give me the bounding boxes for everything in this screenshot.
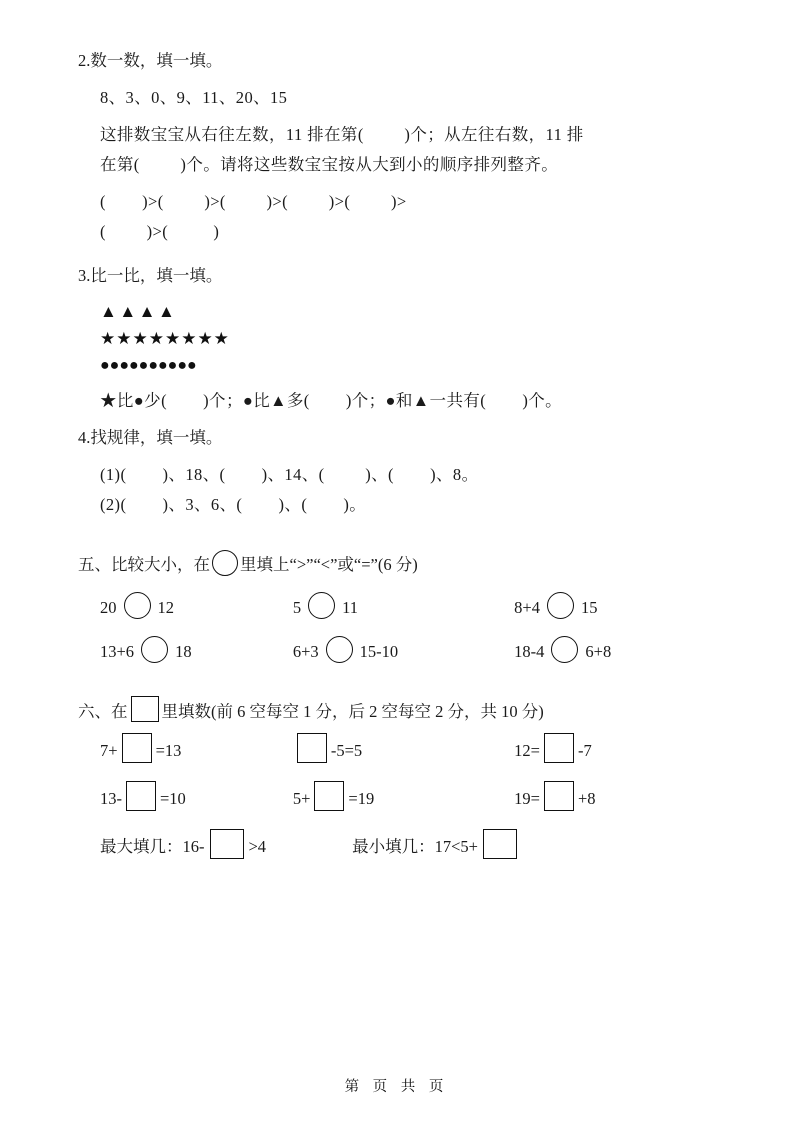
exercise-2-number: 2. xyxy=(78,51,91,70)
exercise-3-title: 比一比，填一填。 xyxy=(90,266,223,285)
section-5-heading-pre: 五、比较大小，在 xyxy=(78,555,210,574)
answer-box-icon[interactable] xyxy=(122,733,152,763)
compare-item[interactable] xyxy=(514,586,729,630)
exercise-4-heading xyxy=(78,423,729,453)
fill-post: =19 xyxy=(348,789,375,808)
compare-right: 15-10 xyxy=(359,642,399,661)
fill-box-item[interactable] xyxy=(78,775,293,823)
fill-box-item[interactable] xyxy=(78,727,293,775)
exercise-3-question[interactable]: ★比●少( )个；●比▲多( )个；●和▲一共有( )个。 xyxy=(100,391,563,410)
answer-circle-icon[interactable] xyxy=(124,592,151,619)
answer-circle-icon[interactable] xyxy=(326,636,353,663)
compare-row xyxy=(78,630,729,674)
triangle-row: ▲▲▲▲ xyxy=(100,302,178,321)
exercise-4-item-2[interactable]: (2)( )、3、6、( )、( )。 xyxy=(100,495,367,514)
answer-box-icon[interactable] xyxy=(126,781,156,811)
compare-item[interactable] xyxy=(78,630,293,674)
answer-box-icon[interactable] xyxy=(210,829,244,859)
answer-box-icon[interactable] xyxy=(297,733,327,763)
exercise-2-title: 数一数，填一填。 xyxy=(90,51,223,70)
fill-box-item[interactable] xyxy=(293,727,514,775)
section-6 xyxy=(78,696,729,871)
compare-right: 12 xyxy=(157,598,174,617)
section-6-rows xyxy=(78,727,729,823)
compare-left: 8+4 xyxy=(514,598,540,617)
compare-right: 18 xyxy=(175,642,192,661)
section-5-heading-post: 里填上“>”“<”或“=”(6 分) xyxy=(240,555,418,574)
fill-post: +8 xyxy=(577,789,596,808)
compare-item[interactable] xyxy=(293,630,514,674)
compare-left: 13+6 xyxy=(100,642,135,661)
exercise-4-title: 找规律，填一填。 xyxy=(90,428,223,447)
exercise-4-number: 4. xyxy=(78,428,91,447)
fill-pre: 12= xyxy=(514,741,540,760)
answer-circle-icon[interactable] xyxy=(551,636,578,663)
fill-post: -7 xyxy=(577,741,592,760)
answer-circle-icon[interactable] xyxy=(547,592,574,619)
exercise-4-item-1[interactable]: (1)( )、18、( )、14、( )、( )、8。 xyxy=(100,465,479,484)
fill-box-row xyxy=(78,727,729,775)
answer-box-icon[interactable] xyxy=(544,781,574,811)
page-footer: 第 页 共 页 xyxy=(344,1079,449,1095)
answer-box-icon[interactable] xyxy=(483,829,517,859)
compare-left: 6+3 xyxy=(292,642,319,661)
compare-right: 15 xyxy=(580,598,598,617)
section-6-heading-pre: 六、在 xyxy=(78,702,128,721)
answer-box-icon[interactable] xyxy=(314,781,344,811)
exercise-3 xyxy=(78,261,729,416)
exercise-2-answer-line-1[interactable]: ( )>( )>( )>( )>( )> xyxy=(100,192,407,211)
compare-right: 6+8 xyxy=(585,642,612,661)
fill-post: =10 xyxy=(160,789,186,808)
fill-pre: 19= xyxy=(514,789,540,808)
answer-circle-icon[interactable] xyxy=(141,636,168,663)
section-6-extra xyxy=(78,823,729,871)
circle-placeholder-icon xyxy=(212,550,238,576)
exercise-2-heading xyxy=(78,46,729,76)
compare-left: 5 xyxy=(292,598,302,617)
compare-item[interactable] xyxy=(78,586,293,630)
fill-post: -5=5 xyxy=(330,741,363,760)
compare-item[interactable] xyxy=(293,586,514,630)
section-6-heading-post: 里填数(前 6 空每空 1 分，后 2 空每空 2 分，共 10 分) xyxy=(161,702,544,721)
compare-left: 18-4 xyxy=(514,642,545,661)
section-5-heading xyxy=(78,550,729,580)
exercise-3-number: 3. xyxy=(78,266,91,285)
fill-pre: 7+ xyxy=(100,741,118,760)
fill-box-item[interactable] xyxy=(293,775,514,823)
section-5-rows xyxy=(78,586,729,674)
fill-box-item[interactable] xyxy=(514,775,729,823)
star-row: ★★★★★★★★ xyxy=(100,329,230,348)
fill-pre: 13- xyxy=(100,789,122,808)
exercise-2-prompt-line-1: 这排数宝宝从右往左数，11 排在第( )个；从左往右数，11 排 xyxy=(100,125,584,144)
extra-left-post: >4 xyxy=(248,837,267,856)
exercise-2-sequence: 8、3、0、9、11、20、15 xyxy=(100,88,288,107)
compare-row xyxy=(78,586,729,630)
exercise-4 xyxy=(78,423,729,520)
fill-post: =13 xyxy=(155,741,182,760)
exercise-3-heading xyxy=(78,261,729,291)
fill-pre: 5+ xyxy=(292,789,311,808)
compare-item[interactable] xyxy=(514,630,729,674)
answer-box-icon[interactable] xyxy=(544,733,574,763)
compare-right: 11 xyxy=(342,598,358,617)
section-6-heading xyxy=(78,696,729,727)
fill-box-row xyxy=(78,775,729,823)
fill-box-item[interactable] xyxy=(514,727,729,775)
exercise-2-answer-line-2[interactable]: ( )>( ) xyxy=(100,222,220,241)
circle-row: ●●●●●●●●●● xyxy=(100,357,197,374)
square-placeholder-icon xyxy=(131,696,159,722)
exercise-2-prompt-line-2: 在第( )个。请将这些数宝宝按从大到小的顺序排列整齐。 xyxy=(100,155,559,174)
extra-right-pre: 最小填几：17<5+ xyxy=(352,837,478,856)
exercise-2 xyxy=(78,46,729,247)
answer-circle-icon[interactable] xyxy=(308,592,335,619)
section-5 xyxy=(78,550,729,674)
extra-left-pre: 最大填几：16- xyxy=(100,837,205,856)
compare-left: 20 xyxy=(100,598,117,617)
